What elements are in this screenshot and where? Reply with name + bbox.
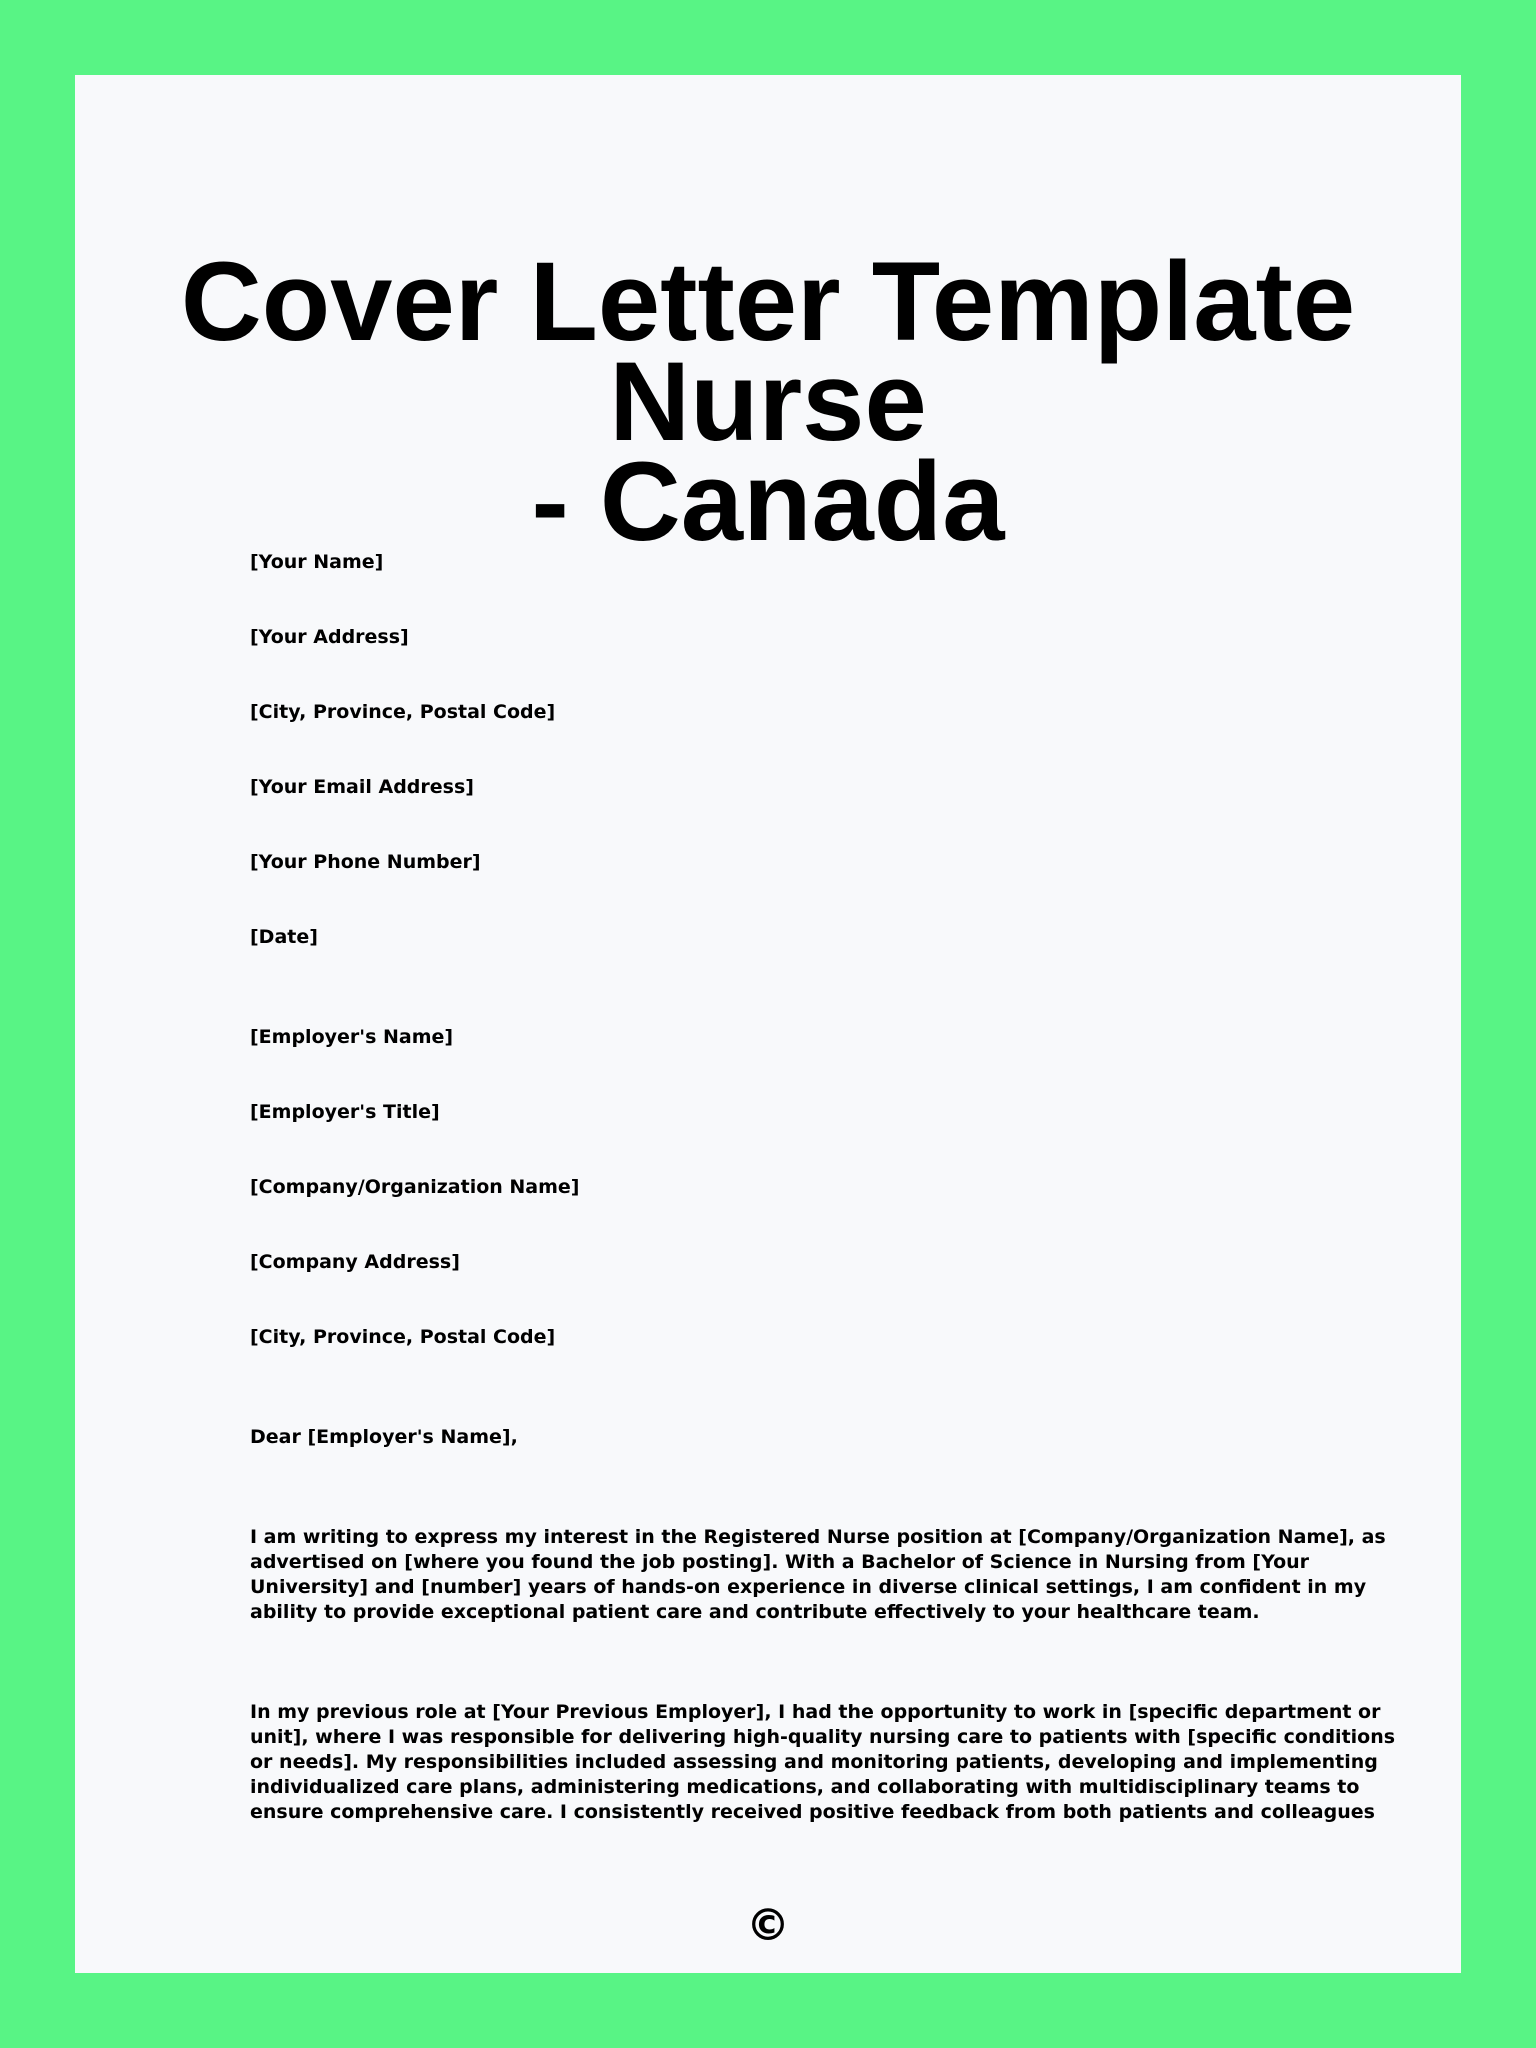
sender-phone: [Your Phone Number] xyxy=(250,851,481,873)
paragraph-line: ensure comprehensive care. I consistently received positive feedback from both patients and colleagues xyxy=(250,1801,1375,1823)
paragraph-line: I am writing to express my interest in the Registered Nurse position at [Company/Organization Name], as xyxy=(250,1526,1386,1548)
salutation: Dear [Employer's Name], xyxy=(250,1426,518,1448)
paragraph-line: unit], where I was responsible for delivering high-quality nursing care to patients with [specific conditions xyxy=(250,1726,1396,1748)
copyright-icon: © xyxy=(746,1900,790,1951)
sender-city: [City, Province, Postal Code] xyxy=(250,701,556,723)
paragraph-line: individualized care plans, administering medications, and collaborating with multidisciplinary teams to xyxy=(250,1776,1360,1798)
recipient-name: [Employer's Name] xyxy=(250,1026,454,1048)
recipient-city: [City, Province, Postal Code] xyxy=(250,1326,556,1348)
letter-date: [Date] xyxy=(250,926,318,948)
document-page xyxy=(75,75,1461,1973)
paragraph-line: ability to provide exceptional patient care and contribute effectively to your healthcare team. xyxy=(250,1601,1260,1623)
title-line-2: - Canada xyxy=(531,439,1005,564)
paragraph-line: University] and [number] years of hands-on experience in diverse clinical settings, I am confident in my xyxy=(250,1576,1367,1598)
recipient-company: [Company/Organization Name] xyxy=(250,1176,580,1198)
sender-address: [Your Address] xyxy=(250,626,409,648)
body-paragraph-1 xyxy=(250,1525,1386,1625)
title-line-1: Cover Letter Template Nurse xyxy=(180,239,1356,464)
sender-name: [Your Name] xyxy=(250,551,384,573)
recipient-address: [Company Address] xyxy=(250,1251,460,1273)
paragraph-line: In my previous role at [Your Previous Employer], I had the opportunity to work in [specific department or xyxy=(250,1701,1381,1723)
paragraph-line: advertised on [where you found the job posting]. With a Bachelor of Science in Nursing from [Your xyxy=(250,1551,1310,1573)
sender-email: [Your Email Address] xyxy=(250,776,474,798)
recipient-title: [Employer's Title] xyxy=(250,1101,440,1123)
body-paragraph-2 xyxy=(250,1700,1396,1825)
paragraph-line: or needs]. My responsibilities included assessing and monitoring patients, developing and implementing xyxy=(250,1751,1378,1773)
